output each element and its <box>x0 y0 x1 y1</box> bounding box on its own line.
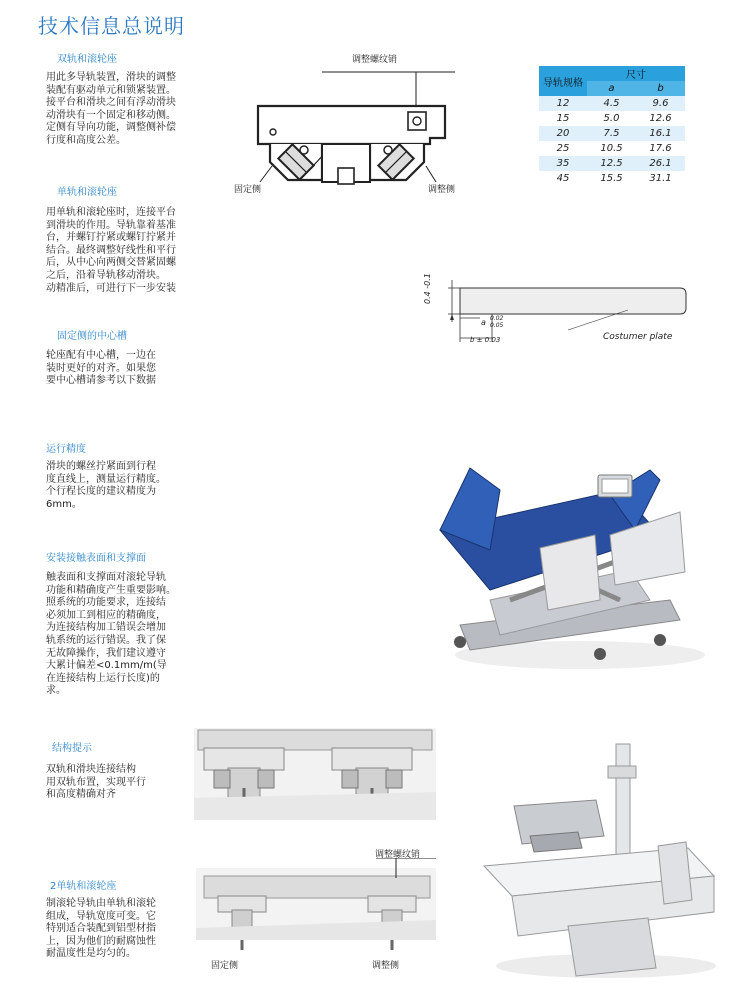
adjust-pin-label-2: 调整螺纹销 <box>375 850 421 860</box>
table-row <box>539 96 685 111</box>
table-row <box>539 156 685 171</box>
table-cell-spec: 12 <box>539 96 587 111</box>
table-row <box>539 171 685 186</box>
section-heading-dual-rail: 双轨和滚轮座 <box>57 54 117 65</box>
table-header-size: 尺寸 <box>587 66 685 81</box>
hospital-bed-image <box>430 450 710 678</box>
table-cell-spec: 15 <box>539 111 587 126</box>
table-row <box>539 141 685 156</box>
section-body-two-single-rail: 制滚轮导轨由单轨和滚轮 组成，导轨宽度可变。它 特别适合装配到铝型材指 上，因为他们的耐腐蚀性 耐温度性是均匀的。 <box>46 898 156 960</box>
section-heading-contact-surface: 安装接触表面和支撑面 <box>46 553 146 564</box>
table-cell-spec: 25 <box>539 141 587 156</box>
table-cell-spec: 35 <box>539 156 587 171</box>
table-header-b: b <box>636 81 685 96</box>
table-cell-a: 10.5 <box>587 141 636 156</box>
section-body-structure-tip: 双轨和滑块连接结构 用双轨布置，实现平行 和高度精确对齐 <box>46 764 146 801</box>
section-heading-center-groove: 固定侧的中心槽 <box>57 331 127 342</box>
page-title: 技术信息总说明 <box>38 14 185 38</box>
adjust-side-label: 调整侧 <box>428 185 456 195</box>
table-header-spec: 导轨规格 <box>539 66 587 96</box>
table-cell-b: 12.6 <box>636 111 685 126</box>
section-body-contact-surface: 触表面和支撑面对滚轮导轨 功能和精确度产生重要影响。 照系统的功能要求，连接结 必须加工到相应的精确度， 为连接结构加工错误会增加 轨系统的运行错误。我了保 无故障操作，我们建议遵守 大累计偏差<0.1mm/m(导 在连接结构上运行长度)的 求。 <box>46 572 176 697</box>
plate-a-label: a <box>481 318 486 327</box>
table-row <box>539 126 685 141</box>
table-cell-a: 15.5 <box>587 171 636 186</box>
table-cell-spec: 20 <box>539 126 587 141</box>
adjust-pin-label: 调整螺纹销 <box>352 55 398 65</box>
table-cell-a: 4.5 <box>587 96 636 111</box>
section-heading-running-accuracy: 运行精度 <box>46 444 86 455</box>
table-cell-b: 17.6 <box>636 141 685 156</box>
dual-rail-cross-section-diagram <box>230 62 460 198</box>
table-row <box>539 111 685 126</box>
table-cell-spec: 45 <box>539 171 587 186</box>
section-body-center-groove: 轮座配有中心槽，一边在 装时更好的对齐。如果您 要中心槽请参考以下数据 <box>46 350 156 387</box>
section-body-running-accuracy: 滑块的螺丝拧紧面到行程 度直线上，测量运行精度。 个行程长度的建议精度为 6mm。 <box>46 461 166 510</box>
table-cell-a: 5.0 <box>587 111 636 126</box>
table-cell-b: 31.1 <box>636 171 685 186</box>
dual-rail-structure-diagram <box>194 728 436 820</box>
section-heading-single-rail: 单轨和滚轮座 <box>57 187 117 198</box>
section-heading-structure-tip: 结构提示 <box>52 743 92 754</box>
plate-height-label: 0.4 -0.1 <box>423 273 432 304</box>
section-body-single-rail: 用单轨和滚轮座时，连接平台 到滑块的作用。导轨靠着基准 台，并螺钉拧紧或螺钉拧紧并 结合。最终调整好线性和平行 后，从中心向两侧交替紧固螺 之后，沿着导轨移动滑块。 动精准后，可进行下一步安装 <box>46 207 176 294</box>
customer-plate-label: Costumer plate <box>603 332 673 342</box>
rail-size-table <box>539 66 685 186</box>
plate-a-tolerance-top: 0.02 <box>490 315 504 322</box>
section-heading-two-single-rail: 2单轨和滚轮座 <box>50 881 117 892</box>
table-cell-a: 7.5 <box>587 126 636 141</box>
table-cell-b: 26.1 <box>636 156 685 171</box>
table-cell-b: 9.6 <box>636 96 685 111</box>
table-header-a: a <box>587 81 636 96</box>
fixed-side-label-2: 固定侧 <box>211 961 239 971</box>
plate-b-label: b ± 0.03 <box>470 336 501 344</box>
table-cell-b: 16.1 <box>636 126 685 141</box>
adjust-side-label-2: 调整侧 <box>372 961 400 971</box>
xray-machine-image <box>478 736 718 984</box>
section-body-dual-rail: 用此多导轨装置，滑块的调整 装配有驱动单元和锁紧装置。 接平台和滑块之间有浮动滑块 动滑块有一个固定和移动侧。 定侧有导向功能，调整侧补偿 行度和高度公差。 <box>46 72 176 146</box>
plate-a-tolerance-bottom: 0.05 <box>490 322 504 329</box>
single-rail-pair-diagram <box>196 858 436 960</box>
table-cell-a: 12.5 <box>587 156 636 171</box>
fixed-side-label: 固定侧 <box>234 185 262 195</box>
